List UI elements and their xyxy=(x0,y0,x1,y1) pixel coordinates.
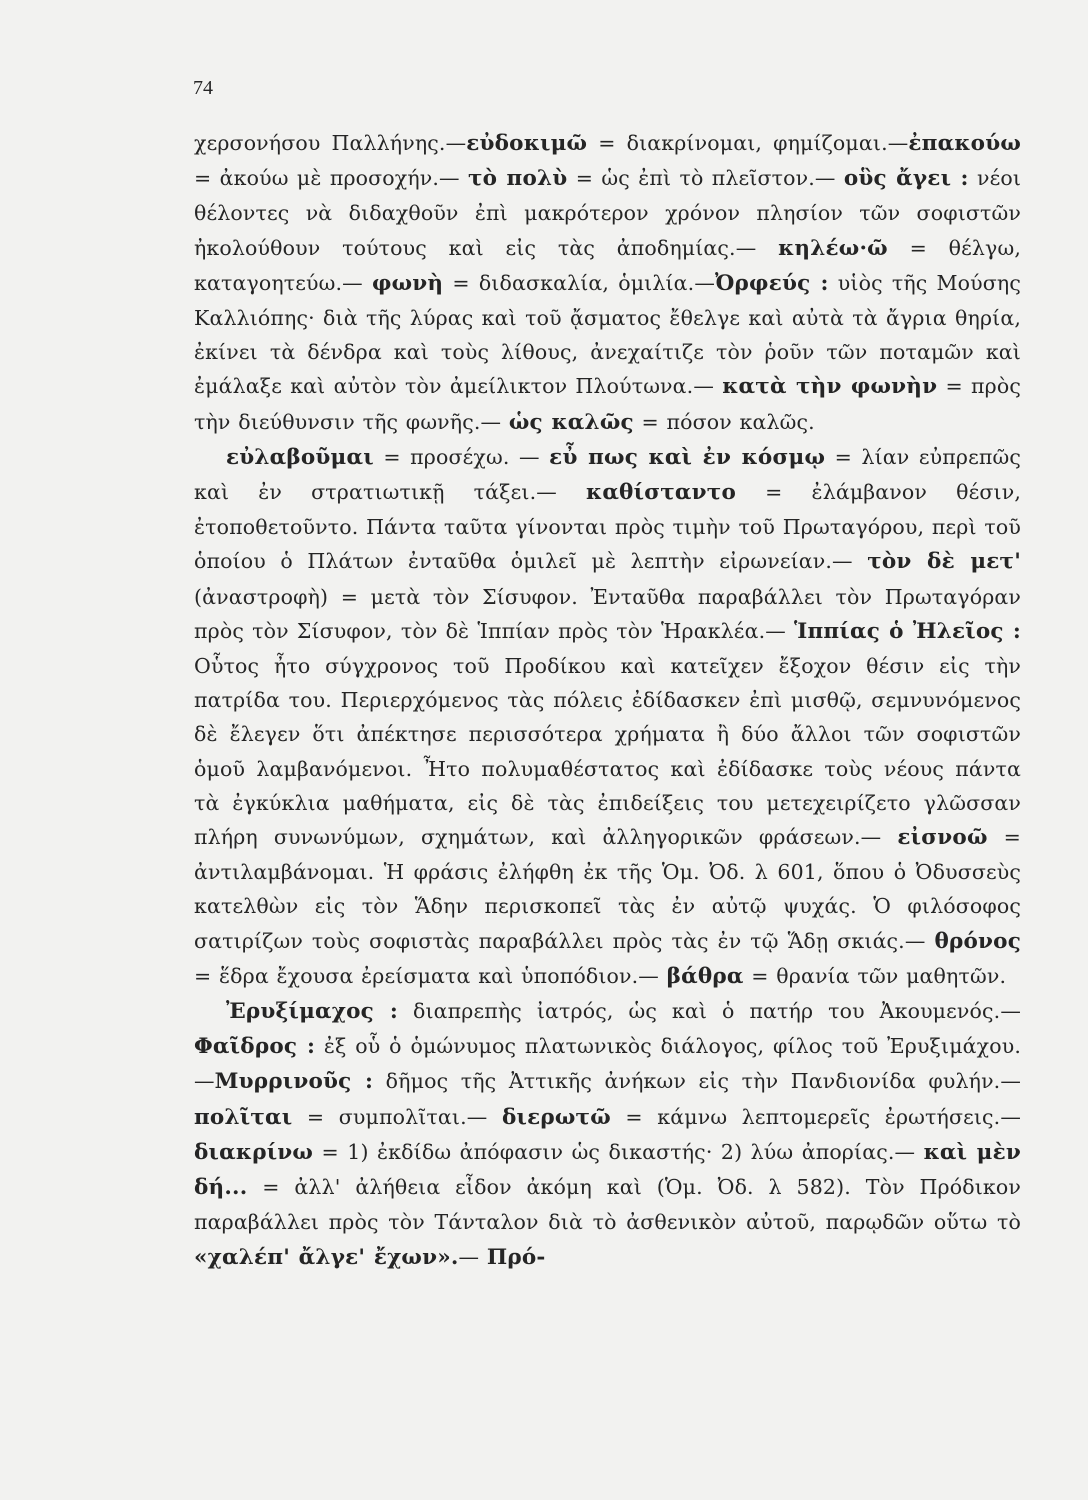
explanation-text: διαπρεπὴς ἰατρός, ὡς καὶ ὁ πατήρ του Ἀκουμενός.— xyxy=(398,999,1021,1024)
headword-term: θρόνος xyxy=(934,928,1021,954)
paragraph-2 xyxy=(194,440,1021,994)
headword-term: εἰσνοῶ xyxy=(897,825,988,851)
paragraph-1 xyxy=(194,126,1021,440)
explanation-text: = κάμνω λεπτομερεῖς ἐρωτήσεις.— xyxy=(610,1104,1021,1129)
headword-term: Φαῖδρος : xyxy=(194,1034,316,1060)
headword-term: οὓς ἄγει : xyxy=(843,166,969,192)
explanation-text: = διακρίνομαι, φημίζομαι.— xyxy=(587,131,909,155)
explanation-text: = ὡς ἐπὶ τὸ πλεῖστον.— xyxy=(567,166,844,191)
explanation-text: — xyxy=(458,1244,487,1269)
explanation-text: = λίαν εὐπρεπῶς καὶ ἐν στρατιωτικῇ τάξει.— xyxy=(194,444,1021,505)
headword-term: φωνὴ xyxy=(371,270,444,296)
headword-term: «χαλέπ' ἄλγε' ἔχων». xyxy=(194,1244,459,1270)
explanation-text: (ἀναστροφὴ) = μετὰ τὸν Σίσυφον. Ἐνταῦθα παραβάλλει τὸν Πρωταγόραν πρὸς τὸν Σίσυφον, τὸν δὲ Ἱππίαν πρὸς τὸν Ἡρακλέα.— xyxy=(194,584,1021,643)
explanation-text: = θέλγω, καταγοητεύω.— xyxy=(194,235,1021,295)
headword-term: κατὰ τὴν φωνὴν xyxy=(722,374,938,400)
explanation-text: ἐξ οὗ ὁ ὁμώνυμος πλατωνικὸς διάλογος, φίλος τοῦ Ἐρυξιμάχου.— xyxy=(194,1034,1021,1094)
explanation-text: Οὗτος ἦτο σύγχρονος τοῦ Προδίκου καὶ κατεῖχεν ἔξοχον θέσιν εἰς τὴν πατρίδα του. Περιερχόμενος τὰς πόλεις ἐδίδασκεν ἐπὶ μισθῷ, σεμνυνόμενος δὲ ἔλεγεν ὅτι ἀπέκτησε περισσότερα χρήματα ἢ δύο ἄλλοι τῶν σοφιστῶν ὁμοῦ λαμβανόμενοι. Ἦτο πολυμαθέστατος καὶ ἐδίδασκε τοὺς νέους πάντα τὰ ἐγκύκλια μαθήματα, εἰς δὲ τὰς ἐπιδείξεις του μετεχειρίζετο γλῶσσαν πλήρη συνωνύμων, σχημάτων, καὶ ἀλληγορικῶν φράσεων.— xyxy=(194,654,1021,850)
headword-term: πολῖται xyxy=(194,1104,293,1130)
explanation-text: = θρανία τῶν μαθητῶν. xyxy=(743,963,1007,988)
explanation-text: = ἀλλ' ἀλήθεια εἶδον ἀκόμη καὶ (Ὁμ. Ὀδ. λ 582). Τὸν Πρόδικον παραβάλλει πρὸς τὸν Τάνταλον διὰ τὸ ἀσθενικὸν αὐτοῦ, παρῳδῶν οὕτω τὸ xyxy=(194,1175,1021,1235)
headword-term: τὸ πολὺ xyxy=(468,166,568,192)
explanation-text: δῆμος τῆς Ἀττικῆς ἀνήκων εἰς τὴν Πανδιονίδα φυλήν.— xyxy=(373,1069,1021,1094)
headword-term: διακρίνω xyxy=(194,1139,314,1165)
headword-term: εὖ πως καὶ ἐν κόσμῳ xyxy=(549,444,826,470)
headword-term: Ἱππίας ὁ Ἠλεῖος : xyxy=(794,618,1022,644)
explanation-text: = ἕδρα ἔχουσα ἐρείσματα καὶ ὑποπόδιον.— xyxy=(194,963,667,988)
explanation-text: νέοι θέλοντες νὰ διδαχθοῦν ἐπὶ μακρότερον χρόνον πλησίον τῶν σοφιστῶν ἠκολούθουν τούτους καὶ εἰς τὰς ἀποδημίας.— xyxy=(194,166,1022,260)
explanation-text: = πόσον καλῶς. xyxy=(633,409,815,434)
headword-term: διερωτῶ xyxy=(501,1104,611,1130)
headword-term: ἐπακούω xyxy=(908,131,1021,156)
explanation-text: = 1) ἐκδίδω ἀπόφασιν ὡς δικαστής· 2) λύω ἀπορίας.— xyxy=(313,1139,924,1164)
explanation-text: = ἀντιλαμβάνομαι. Ἡ φράσις ἐλήφθη ἐκ τῆς Ὁμ. Ὀδ. λ 601, ὅπου ὁ Ὀδυσσεὺς κατελθὼν εἰς τὸν Ἅδην περισκοπεῖ τὰς ἐν αὐτῷ ψυχάς. Ὁ φιλόσοφος σατιρίζων τοὺς σοφιστὰς παραβάλλει πρὸς τὰς ἐν τῷ Ἅδῃ σκιάς.— xyxy=(194,825,1021,953)
headword-term: εὐδοκιμῶ xyxy=(466,131,588,156)
explanation-text: = διδασκαλία, ὁμιλία.— xyxy=(443,270,715,295)
explanation-text: = συμπολῖται.— xyxy=(292,1104,502,1129)
headword-term: βάθρα xyxy=(666,963,744,989)
explanation-text: = πρὸς τὴν διεύθυνσιν τῆς φωνῆς.— xyxy=(194,374,1021,434)
explanation-text: = ἀκούω μὲ προσοχήν.— xyxy=(194,166,469,191)
headword-term: Μυρρινοῦς : xyxy=(214,1069,374,1095)
headword-term: εὐλαβοῦμαι xyxy=(226,444,374,470)
headword-term: Πρό- xyxy=(486,1244,546,1270)
headword-term: καὶ μὲν δή... xyxy=(194,1139,1021,1201)
explanation-text: Πάντα ταῦτα γίνονται πρὸς τιμὴν τοῦ Πρωταγόρου, περὶ τοῦ ὁποίου ὁ Πλάτων ἐνταῦθα ὁμιλεῖ μὲ λεπτὴν εἰρωνείαν.— xyxy=(194,515,1021,574)
main-content xyxy=(194,126,1021,1275)
headword-term: καθίσταντο xyxy=(586,480,736,506)
headword-term: Ἐρυξίμαχος : xyxy=(226,999,399,1025)
headword-term: Ὀρφεύς : xyxy=(715,270,829,296)
headword-term: τὸν δὲ μετ' xyxy=(867,549,1021,575)
headword-term: ὡς καλῶς xyxy=(508,409,634,435)
paragraph-3 xyxy=(194,994,1021,1275)
explanation-text: υἱὸς τῆς Μούσης Καλλιόπης· διὰ τῆς λύρας καὶ τοῦ ᾄσματος ἔθελγε καὶ αὐτὰ τὰ ἄγρια θηρία, ἐκίνει τὰ δένδρα καὶ τοὺς λίθους, ἀνεχαίτιζε τὸν ῥοῦν τῶν ποταμῶν καὶ ἐμάλαξε καὶ αὐτὸν τὸν ἀμείλικτον Πλούτωνα.— xyxy=(194,270,1021,399)
explanation-text: χερσονήσου Παλλήνης.— xyxy=(194,131,467,155)
explanation-text: = ἐλάμβανον θέσιν, ἐτοποθετοῦντο. xyxy=(194,480,1021,540)
explanation-text: = προσέχω. — xyxy=(373,444,550,469)
headword-term: κηλέω·ῶ xyxy=(778,235,888,261)
page-number: 74 xyxy=(193,77,213,99)
